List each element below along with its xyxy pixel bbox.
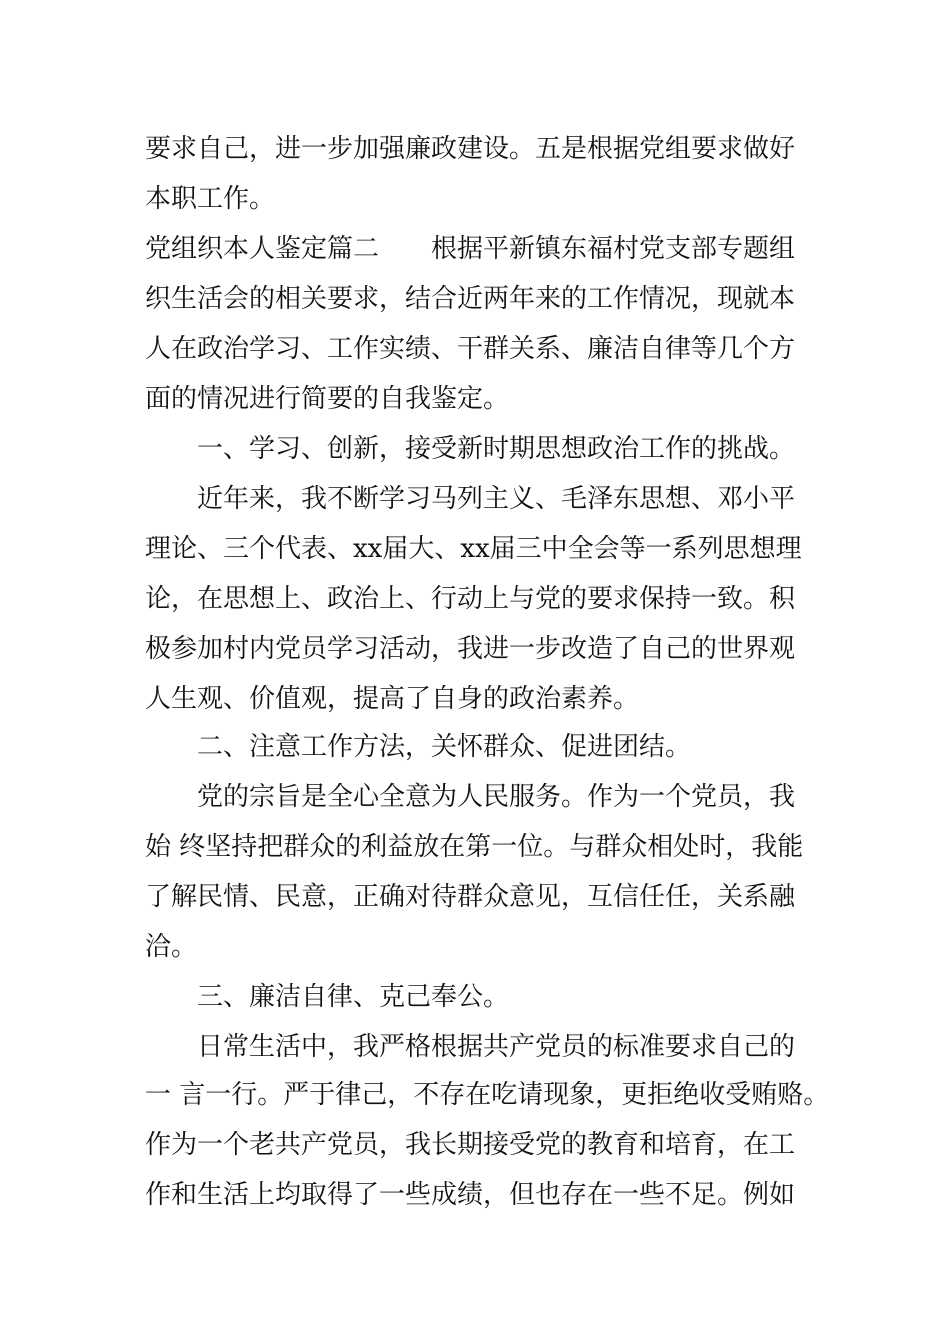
section-title-line: 党组织本人鉴定篇二 根据平新镇东福村党支部专题组 xyxy=(145,234,796,264)
text-line: 论，在思想上、政治上、行动上与党的要求保持一致。积 xyxy=(145,584,796,614)
text-line: 洽。 xyxy=(145,932,198,962)
text-line: 作和生活上均取得了一些成绩，但也存在一些不足。例如 xyxy=(145,1180,796,1210)
text-line: 面的情况进行简要的自我鉴定。 xyxy=(145,384,510,414)
text-line: 党的宗旨是全心全意为人民服务。作为一个党员，我 xyxy=(145,782,796,812)
text-line: 作为一个老共产党员，我长期接受党的教育和培育，在工 xyxy=(145,1130,796,1160)
text-line: 要求自己，进一步加强廉政建设。五是根据党组要求做好 xyxy=(145,134,796,164)
text-line: 理论、三个代表、xx届大、xx届三中全会等一系列思想理 xyxy=(145,534,802,564)
text-line: 日常生活中，我严格根据共产党员的标准要求自己的 xyxy=(145,1032,796,1062)
text-line: 始 终坚持把群众的利益放在第一位。与群众相处时，我能 xyxy=(145,832,804,862)
text-line: 极参加村内党员学习活动，我进一步改造了自己的世界观 xyxy=(145,634,796,664)
text-line: 本职工作。 xyxy=(145,184,276,214)
heading-line: 一、学习、创新，接受新时期思想政治工作的挑战。 xyxy=(145,434,796,464)
text-line: 人生观、价值观，提高了自身的政治素养。 xyxy=(145,684,640,714)
text-line: 人在政治学习、工作实绩、干群关系、廉洁自律等几个方 xyxy=(145,334,796,364)
heading-line: 二、注意工作方法，关怀群众、促进团结。 xyxy=(145,732,692,762)
text-line: 织生活会的相关要求，结合近两年来的工作情况，现就本 xyxy=(145,284,796,314)
text-line: 一 言一行。严于律己，不存在吃请现象，更拒绝收受贿赂。 xyxy=(145,1080,830,1110)
text-line: 了解民情、民意，正确对待群众意见，互信任任，关系融 xyxy=(145,882,796,912)
heading-line: 三、廉洁自律、克己奉公。 xyxy=(145,982,510,1012)
text-line: 近年来，我不断学习马列主义、毛泽东思想、邓小平 xyxy=(145,484,796,514)
